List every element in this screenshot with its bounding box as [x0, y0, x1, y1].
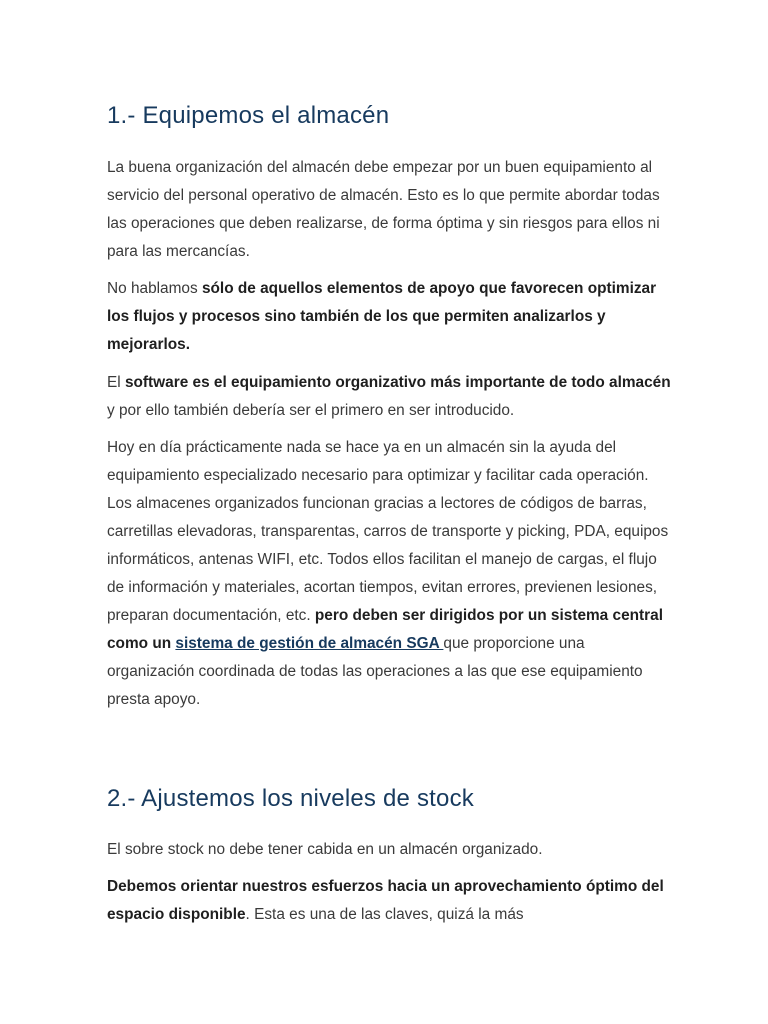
bold-text: pero deben ser dirigidos por un sistema central como un	[107, 607, 663, 652]
section-heading-ajustemos: 2.- Ajustemos los niveles de stock	[107, 785, 474, 812]
paragraph-text: que proporcione una organización coordinada de todas las operaciones a las que ese equipamiento presta apoyo.	[107, 635, 643, 708]
paragraph-text: . Esta es una de las claves, quizá la más	[245, 906, 524, 923]
bold-text: Debemos orientar nuestros esfuerzos hacia un aprovechamiento óptimo del espacio disponible	[107, 878, 664, 923]
paragraph-text: No hablamos	[107, 280, 202, 297]
paragraph: El sobre stock no debe tener cabida en un almacén organizado.	[107, 841, 543, 858]
bold-text: sólo de aquellos elementos de apoyo que favorecen optimizar los flujos y procesos sino también de los que permiten analizarlos y mejorarlos.	[107, 280, 657, 353]
paragraph-text: El	[107, 374, 125, 391]
sga-link[interactable]: sistema de gestión de almacén SGA	[175, 635, 444, 652]
bold-text: software es el equipamiento organizativo más importante de todo almacén	[124, 374, 671, 391]
paragraph: La buena organización del almacén debe empezar por un buen equipamiento al servicio del personal operativo de almacén. Esto es lo que permite abordar todas las operaciones que deben realizarse, de forma óptima y sin riesgos para ellos ni para las mercancías.	[107, 159, 660, 260]
paragraph-text: Hoy en día prácticamente nada se hace ya en un almacén sin la ayuda del equipamiento especializado necesario para optimizar y facilitar cada operación. Los almacenes organizados funcionan gracias a lectores de códigos de barras, carretillas elevadoras, transparentas, carros de transporte y picking, PDA, equipos informáticos, antenas WIFI, etc. Todos ellos facilitan el manejo de cargas, el flujo de información y materiales, acortan tiempos, evitan errores, previenen lesiones, preparan documentación, etc.	[107, 439, 669, 624]
section-heading-equipemos: 1.- Equipemos el almacén	[107, 102, 390, 129]
paragraph-text: y por ello también debería ser el primero en ser introducido.	[107, 402, 515, 419]
paragraph	[107, 275, 672, 359]
paragraph	[107, 369, 672, 425]
paragraph	[107, 873, 672, 929]
paragraph	[107, 434, 672, 714]
